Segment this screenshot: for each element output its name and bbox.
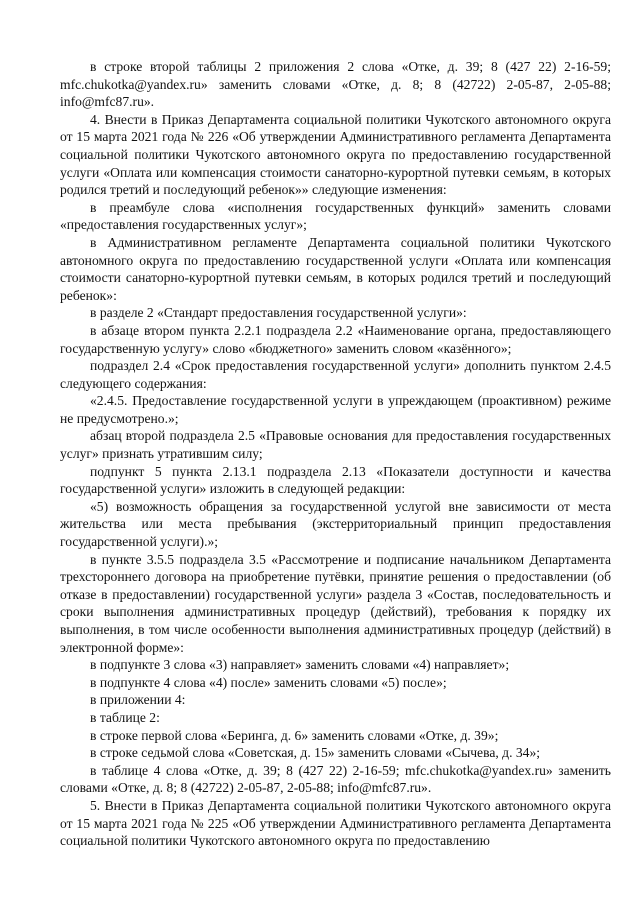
paragraph-5: в разделе 2 «Стандарт предоставления государственной услуги»: [90, 305, 467, 321]
document-page [60, 58, 611, 850]
paragraph-18: в строке седьмой слова «Советская, д. 15» заменить словами «Сычева, д. 34»; [90, 745, 541, 761]
paragraph-17: в строке первой слова «Беринга, д. 6» заменить словами «Отке, д. 39»; [90, 727, 499, 743]
paragraph-12: в пункте 3.5.5 подраздела 3.5 «Рассмотрение и подписание начальником Департамента трехстороннего договора на приобретение путёвки, принятие решения о предоставлении (об отказе в предоставлении) государственной услуги» раздела 3 «Состав, последовательность и сроки выполнения административных процедур (действий), требования к порядку их выполнения, в том числе особенности выполнения административных процедур (действий) в электронной форме»: [60, 551, 611, 655]
paragraph-6: в абзаце втором пункта 2.2.1 подраздела 2.2 «Наименование органа, предоставляющего государственную услугу» слово «бюджетного» заменить словом «казённого»; [60, 322, 611, 356]
paragraph-13: в подпункте 3 слова «3) направляет» заменить словами «4) направляет»; [90, 657, 510, 673]
paragraph-10: подпункт 5 пункта 2.13.1 подраздела 2.13 «Показатели доступности и качества государственной услуги» изложить в следующей редакции: [60, 463, 611, 497]
paragraph-3: в преамбуле слова «исполнения государственных функций» заменить словами «предоставления государственных услуг»; [60, 199, 611, 233]
paragraph-20: 5. Внести в Приказ Департамента социальной политики Чукотского автономного округа от 15 марта 2021 года № 225 «Об утверждении Административного регламента Департамента социальной политики Чукотского автономного округа по предоставлению [60, 797, 611, 849]
paragraph-9: абзац второй подраздела 2.5 «Правовые основания для предоставления государственных услуг» признать утратившим силу; [60, 428, 611, 462]
paragraph-19: в таблице 4 слова «Отке, д. 39; 8 (427 22) 2-16-59; mfc.chukotka@yandex.ru» заменить словами «Отке, д. 8; 8 (42722) 2-05-87, 2-05-88; info@mfc87.ru». [60, 762, 611, 796]
paragraph-7: подраздел 2.4 «Срок предоставления государственной услуги» дополнить пунктом 2.4.5 следующего содержания: [60, 358, 611, 391]
paragraph-8: «2.4.5. Предоставление государственной услуги в упреждающем (проактивном) режиме не предусмотрено.»; [60, 393, 611, 426]
paragraph-11: «5) возможность обращения за государственной услугой вне зависимости от места жительства или места пребывания (экстерриториальный принцип предоставления государственной услуги).»; [60, 498, 611, 550]
paragraph-15: в приложении 4: [90, 692, 186, 708]
paragraph-4: в Административном регламенте Департамента социальной политики Чукотского автономного округа по предоставлению государственной услуги «Оплата или компенсация стоимости санаторно-курортной путевки семьям, в которых родился третий и последующий ребенок»: [60, 234, 611, 303]
paragraph-1: в строке второй таблицы 2 приложения 2 слова «Отке, д. 39; 8 (427 22) 2-16-59; mfc.chukotka@yandex.ru» заменить словами «Отке, д. 8; 8 (42722) 2-05-87, 2-05-88; info@mfc87.ru». [60, 59, 611, 110]
paragraph-14: в подпункте 4 слова «4) после» заменить словами «5) после»; [90, 674, 447, 690]
paragraph-16: в таблице 2: [90, 709, 160, 725]
paragraph-2: 4. Внести в Приказ Департамента социальной политики Чукотского автономного округа от 15 марта 2021 года № 226 «Об утверждении Административного регламента Департамента социальной политики Чукотского автономного округа по предоставлению государственной услуги «Оплата или компенсация стоимости санаторно-курортной путевки семьям, в которых родился третий и последующий ребенок»» следующие изменения: [60, 111, 611, 198]
